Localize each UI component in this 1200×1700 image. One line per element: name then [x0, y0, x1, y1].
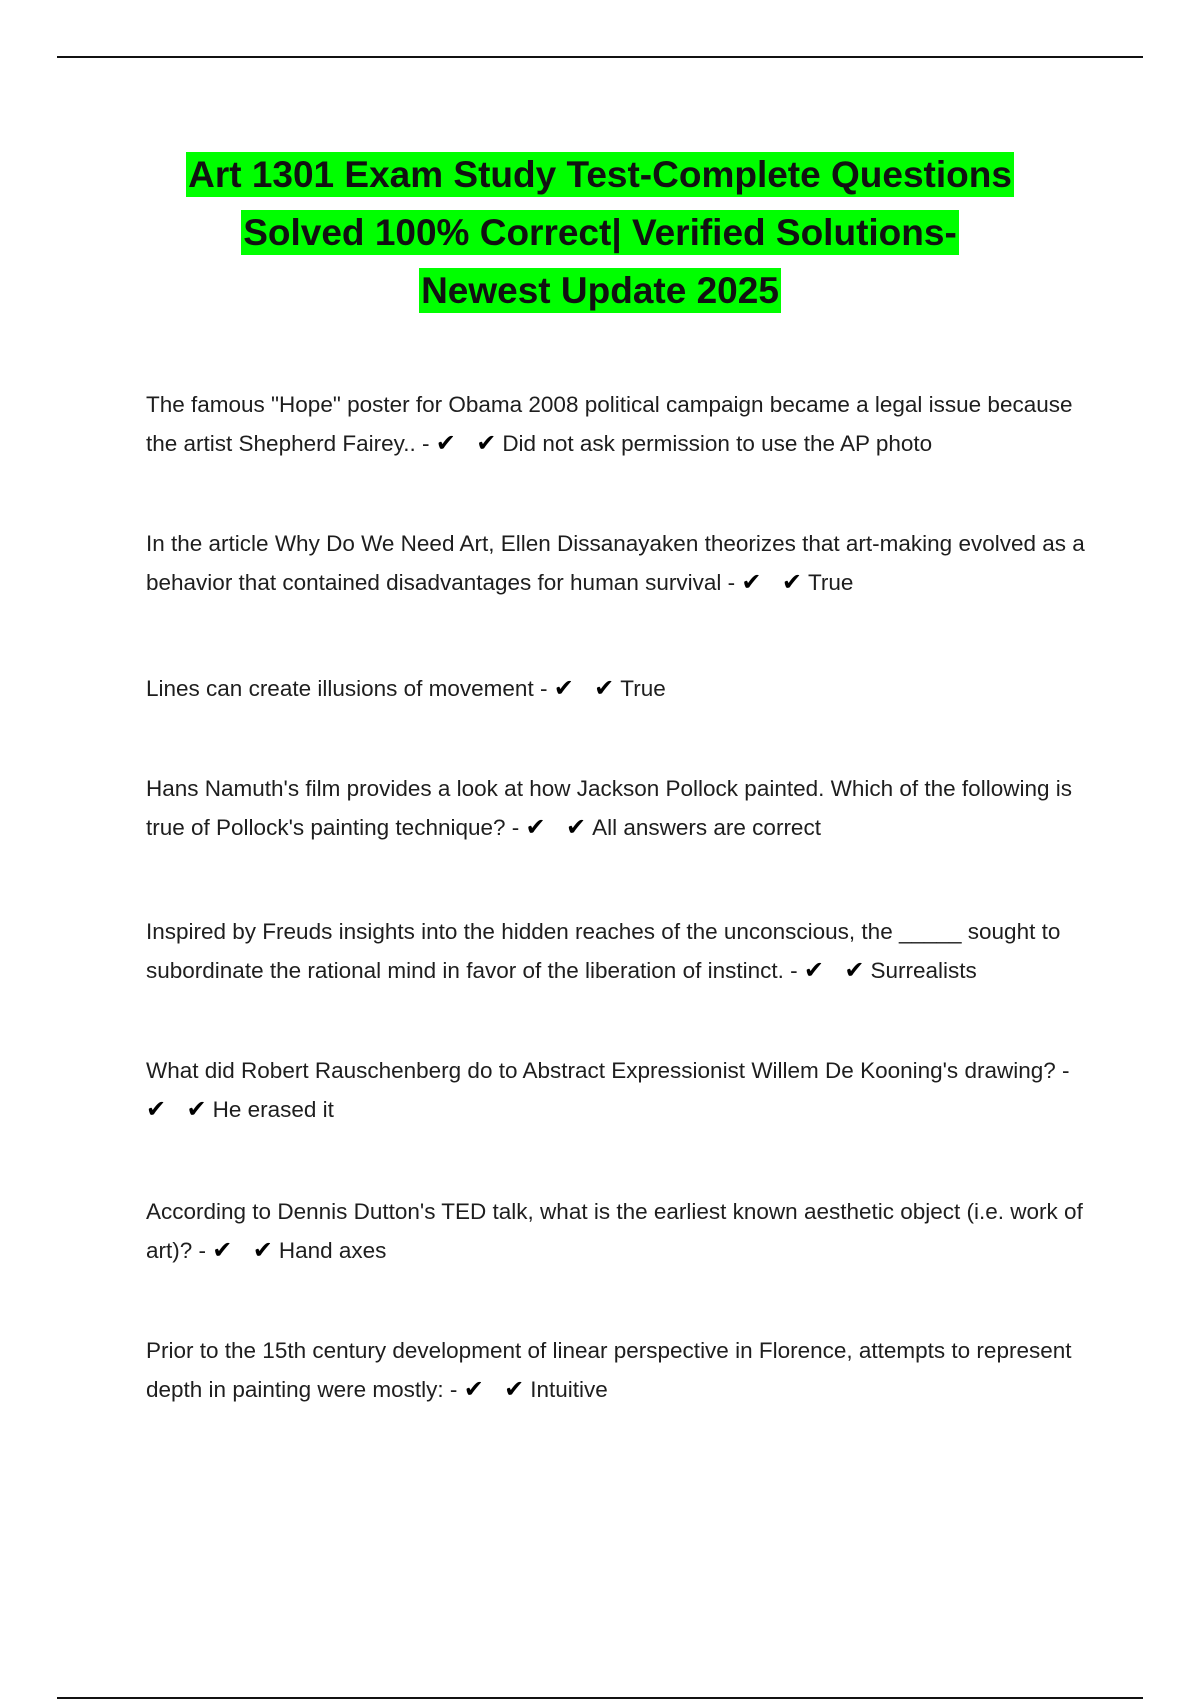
double-check-icon: ✔ ✔ [803, 956, 871, 984]
document-title [120, 146, 1080, 320]
question-text: In the article Why Do We Need Art, Ellen Dissanayaken theorizes that art-making evolved as a behavior that contained disadvantages for human survival - [146, 531, 1085, 595]
double-check-icon: ✔ ✔ [463, 1375, 531, 1403]
qa-item-8 [146, 1332, 1086, 1409]
qa-list [146, 386, 1086, 1409]
qa-item-5 [146, 913, 1086, 990]
question-text: Hans Namuth's film provides a look at how Jackson Pollock painted. Which of the following is true of Pollock's painting technique? - [146, 776, 1072, 840]
question-text: According to Dennis Dutton's TED talk, what is the earliest known aesthetic object (i.e. work of art)? - [146, 1199, 1083, 1263]
double-check-icon: ✔ ✔ [553, 674, 621, 702]
answer-text: Surrealists [870, 958, 977, 983]
question-text: The famous "Hope" poster for Obama 2008 political campaign became a legal issue because the artist Shepherd Fairey.. - [146, 392, 1073, 456]
double-check-icon: ✔ ✔ [741, 568, 808, 596]
double-check-icon: ✔ ✔ [146, 1095, 213, 1123]
answer-text: All answers are correct [592, 815, 821, 840]
title-line-2: Solved 100% Correct| Verified Solutions- [243, 212, 957, 253]
answer-text: True [807, 570, 854, 595]
top-rule [57, 56, 1143, 58]
double-check-icon: ✔ ✔ [435, 429, 503, 457]
question-text: Prior to the 15th century development of linear perspective in Florence, attempts to represent depth in painting were mostly: - [146, 1338, 1072, 1402]
double-check-icon: ✔ ✔ [212, 1236, 279, 1264]
question-text: What did Robert Rauschenberg do to Abstract Expressionist Willem De Kooning's drawing? - [146, 1058, 1070, 1083]
answer-text: He erased it [212, 1097, 334, 1122]
double-check-icon: ✔ ✔ [525, 813, 593, 841]
answer-text: Hand axes [278, 1238, 387, 1263]
title-line-3: Newest Update 2025 [421, 270, 779, 311]
qa-item-6 [146, 1052, 1086, 1129]
qa-item-1 [146, 386, 1086, 463]
question-text: Lines can create illusions of movement - [146, 676, 548, 701]
question-text: Inspired by Freuds insights into the hidden reaches of the unconscious, the _____ sought to subordinate the rational mind in favor of the liberation of instinct. - [146, 919, 1061, 983]
qa-item-4 [146, 770, 1086, 847]
qa-item-2 [146, 525, 1086, 602]
answer-text: Intuitive [530, 1377, 608, 1402]
title-line-1: Art 1301 Exam Study Test-Complete Questions [188, 154, 1012, 195]
answer-text: Did not ask permission to use the AP photo [502, 431, 933, 456]
bottom-rule [57, 1697, 1143, 1699]
qa-item-7 [146, 1193, 1086, 1270]
answer-text: True [620, 676, 666, 701]
qa-item-3 [146, 669, 1086, 708]
